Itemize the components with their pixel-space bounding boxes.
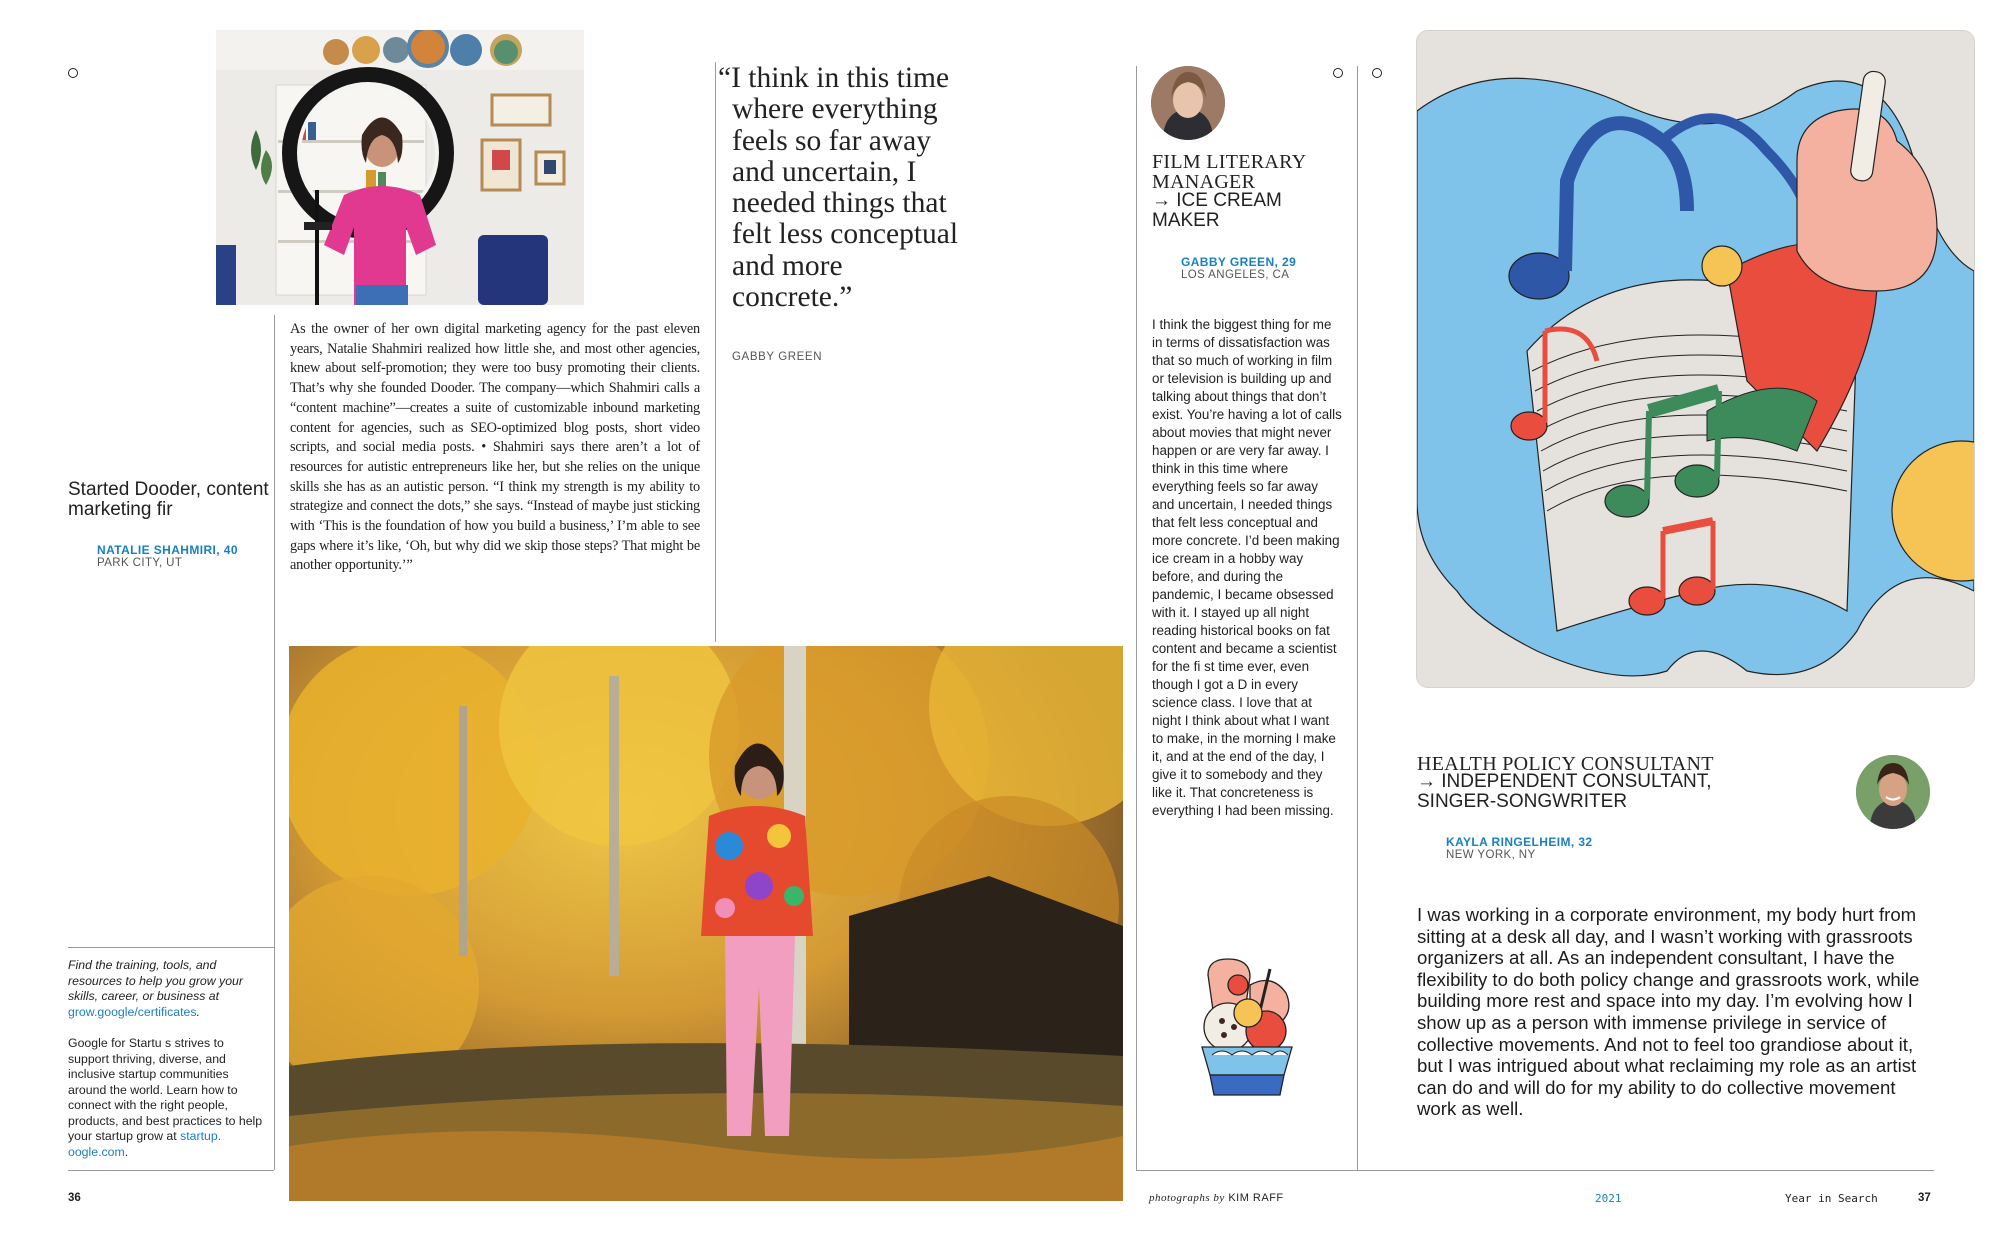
kayla-byline: [1446, 836, 1592, 862]
kayla-body: [1417, 904, 1937, 1120]
page-number-left: 36: [68, 1192, 81, 1204]
gabby-body-text: I think the biggest thing for me in terms of dissatisfaction was that so much of working in film or television is building up and talking about things that don’t exist. You’re having a lot of calls about movies that might never happen or are very far away. I think in this time where everything feels so far away and uncertain, I needed things that felt less conceptual and more concrete. I’d been making ice cream in a hobby way before, and during the pandemic, I became obsessed with it. I stayed up all night reading historical books on fat content and became a scientist for the fi st time ever, even though I got a D in every science class. I love that at night I think about what I want to make, in the morning I make it, and at the end of the day, I give it to somebody and they like it. That concreteness is everything I had been missing.: [1152, 317, 1342, 818]
corner-dot: [68, 68, 78, 78]
footer-year: 2021: [1595, 1192, 1622, 1205]
corner-dot: [1372, 68, 1382, 78]
photo-credit: [1149, 1192, 1284, 1204]
gabby-byline: [1181, 256, 1296, 282]
column-rule-2: [715, 62, 716, 642]
gabby-avatar: [1151, 66, 1225, 140]
kayla-avatar: [1856, 755, 1930, 829]
sidebar-startups-text: Google for Startu s strives to support thriving, diverse, and inclusive startup communities around the world. Learn how to connect with the right people, products, and best practices to help your startup grow at: [68, 1036, 263, 1143]
photo-credit-prefix: photographs by: [1149, 1192, 1225, 1204]
certificates-link[interactable]: grow.google/certificates: [68, 1004, 197, 1019]
footer-title: Year in Search: [1785, 1192, 1878, 1205]
kayla-role-from: HEALTH POLICY CONSULTANT: [1417, 753, 1714, 775]
gabby-location: LOS ANGELES, CA: [1181, 269, 1290, 281]
column-rule-1: [274, 315, 275, 1170]
sidebar-intro-text: Find the training, tools, and resources to help you grow your skills, career, or business at: [68, 958, 243, 1003]
pull-quote-credit: GABBY GREEN: [732, 351, 823, 363]
music-notes-illustration: [1416, 30, 1975, 688]
bottom-rule-right: [1136, 1170, 1934, 1171]
gabby-role-to: → ICE CREAM MAKER: [1152, 190, 1282, 231]
kayla-location: NEW YORK, NY: [1446, 849, 1536, 861]
profile-byline: [97, 544, 238, 570]
ring-light-photo: [216, 30, 584, 305]
pull-quote-text: “I think in this time where everything feels so far away and uncertain, I needed things that felt less conceptual and more concrete.”: [718, 62, 959, 314]
pull-quote: [718, 63, 962, 313]
column-rule-3: [1136, 66, 1137, 1170]
kayla-name: KAYLA RINGELHEIM, 32: [1446, 835, 1593, 849]
page-number-right: 37: [1918, 1192, 1931, 1204]
gabby-body: [1152, 316, 1342, 820]
startup-link[interactable]: startup. oogle.com: [68, 1129, 222, 1159]
photo-credit-name: KIM RAFF: [1228, 1192, 1284, 1204]
profile-name: NATALIE SHAHMIRI, 40: [97, 543, 238, 557]
corner-dot: [1333, 68, 1343, 78]
sidebar-rule: [68, 947, 274, 948]
sidebar: [68, 958, 268, 1160]
kayla-role-to: → INDEPENDENT CONSULTANT, SINGER-SONGWRITER: [1417, 771, 1712, 812]
ice-cream-illustration: [1188, 955, 1308, 1115]
profile-headline-text: Started Dooder, content marketing fir: [68, 479, 269, 520]
kayla-body-text: I was working in a corporate environment, my body hurt from sitting at a desk all day, and I wasn’t working with grassroots organizers at all. As an independent consultant, I have the flexibility to do both policy change and grassroots work, while building more rest and space into my day. I’m evolving how I show up as a person with immense privilege in service of collective movements. And not to feel too grandiose about it, but I was intrigued about what reclaiming my role as an artist can do and will do for my ability to do collective movement work as well.: [1417, 904, 1920, 1120]
profile-headline: [68, 480, 273, 520]
sidebar-startups: Google for Startu s strives to support thriving, diverse, and inclusive startup communities around the world. Learn how to connect with the right people, products, and best practices to help your startup grow at startup. oogle.com.: [68, 1036, 263, 1159]
bottom-rule-left: [68, 1170, 274, 1171]
gabby-role-from: FILM LITERARY MANAGER: [1152, 151, 1306, 193]
autumn-portrait-photo: [289, 646, 1123, 1201]
sidebar-intro: Find the training, tools, and resources to help you grow your skills, career, or business at grow.google/certificates.: [68, 958, 243, 1019]
profile-location: PARK CITY, UT: [97, 557, 183, 569]
article-paragraph: As the owner of her own digital marketing agency for the past eleven years, Natalie Shahmiri realized how little she, and most other agencies, knew about self-promotion; they were too busy promoting their clients. That’s why she founded Dooder. The company—which Shahmiri calls a “content machine”—creates a suite of customizable inbound marketing content for agencies, such as SEO-optimized blog posts, short video scripts, and social media posts. • Shahmiri says there aren’t a lot of resources for autistic entrepreneurs like her, but she relies on the unique skills she has as an autistic person. “I think my strength is my ability to strategize and connect the dots,” she says. “Instead of maybe just sticking with ‘This is the foundation of how you build a business,’ I’m able to see gaps where it’s like, ‘Oh, but why did we skip those steps? That might be another opportunity.’”: [290, 321, 700, 574]
article-body: [290, 320, 700, 576]
column-rule-4: [1357, 66, 1358, 1170]
gabby-name: GABBY GREEN, 29: [1181, 255, 1297, 269]
